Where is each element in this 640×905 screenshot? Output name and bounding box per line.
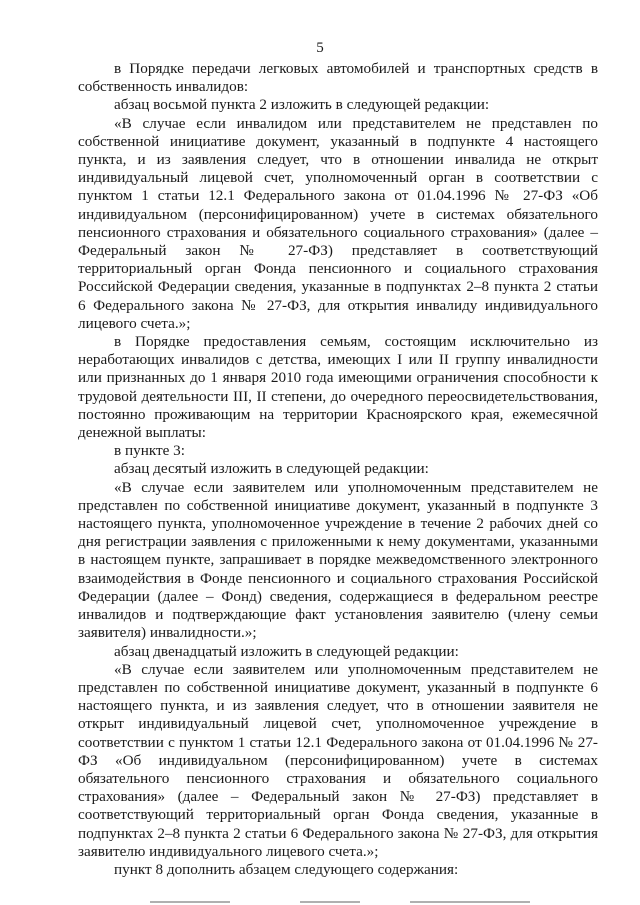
paragraph-amend-twelfth-abzac: абзац двенадцатый изложить в следующей редакции: — [114, 642, 459, 660]
paragraph-amend-eighth-abzac: абзац восьмой пункта 2 изложить в следующей редакции: — [114, 96, 490, 114]
scan-edge-mark — [410, 901, 530, 903]
page-number: 5 — [316, 40, 324, 56]
paragraph-supplement-point-8: пункт 8 дополнить абзацем следующего содержания: — [114, 860, 459, 878]
scan-edge-mark — [300, 901, 360, 903]
paragraph-transfer-vehicles-order: в Порядке передачи легковых автомобилей и транспортных средств в собственность инвалидов: — [78, 60, 598, 96]
scan-edge-mark — [150, 901, 230, 903]
paragraph-quote-applicant-account: «В случае если заявителем или уполномоченным представителем не представлен по собственной инициативе документ, указанный в подпункте 6 настоящего пункта, и из заявления следует, что в отношении заявителя не открыт индивидуальный лицевой счет, уполномоченное учреждение в соответствии с пунктом 1 статьи 12.1 Федерального закона от 01.04.1996 № 27-ФЗ «Об индивидуальном (персонифицированном) учете в системах обязательного пенсионного страхования и обязательного социального страхования» (далее – Федеральный закон № 27-ФЗ) представляет в соответствующий территориальный орган Фонда сведения, указанные в подпунктах 2–8 пункта 2 статьи 6 Федерального закона № 27-ФЗ, для открытия заявителю индивидуального лицевого счета.»; — [78, 660, 598, 860]
paragraph-quote-disabled-person-account: «В случае если инвалидом или представителем не представлен по собственной инициативе документ, указанный в подпункте 4 настоящего пункта, и из заявления следует, что в отношении инвалида не открыт индивидуальный лицевой счет, уполномоченный орган в соответствии с пунктом 1 статьи 12.1 Федерального закона от 01.04.1996 № 27-ФЗ «Об индивидуальном (персонифицированном) учете в системах обязательного пенсионного страхования и обязательного социального страхования» (далее – Федеральный закон № 27-ФЗ) представляет в соответствующий территориальный орган Фонда пенсионного и социального страхования Российской Федерации сведения, указанные в подпунктах 2–8 пункта 2 статьи 6 Федерального закона № 27-ФЗ, для открытия инвалиду индивидуального лицевого счета.»; — [78, 114, 598, 332]
paragraph-in-point-3: в пункте 3: — [114, 442, 185, 460]
paragraph-monthly-payment-order: в Порядке предоставления семьям, состоящим исключительно из неработающих инвалидов с детства, имеющих I или II группу инвалидности или признанных до 1 января 2010 года имеющими ограничения способности к трудовой деятельности III, II степени, до очередного переосвидетельствования, постоянно проживающим на территории Красноярского края, ежемесячной денежной выплаты: — [78, 333, 598, 442]
paragraph-amend-tenth-abzac: абзац десятый изложить в следующей редакции: — [114, 460, 429, 478]
paragraph-quote-federal-registry: «В случае если заявителем или уполномоченным представителем не представлен по собственной инициативе документ, указанный в подпункте 3 настоящего пункта, уполномоченное учреждение в течение 2 рабочих дней со дня регистрации заявления с приложенными к нему документами, указанными в настоящем пункте, запрашивает в порядке межведомственного электронного взаимодействия в Фонде пенсионного и социального страхования Российской Федерации (далее – Фонд) сведения, содержащиеся в федеральном реестре инвалидов и подтверждающие факт установления заявителю (члену семьи заявителя) инвалидности.»; — [78, 478, 598, 642]
document-body — [78, 60, 598, 879]
